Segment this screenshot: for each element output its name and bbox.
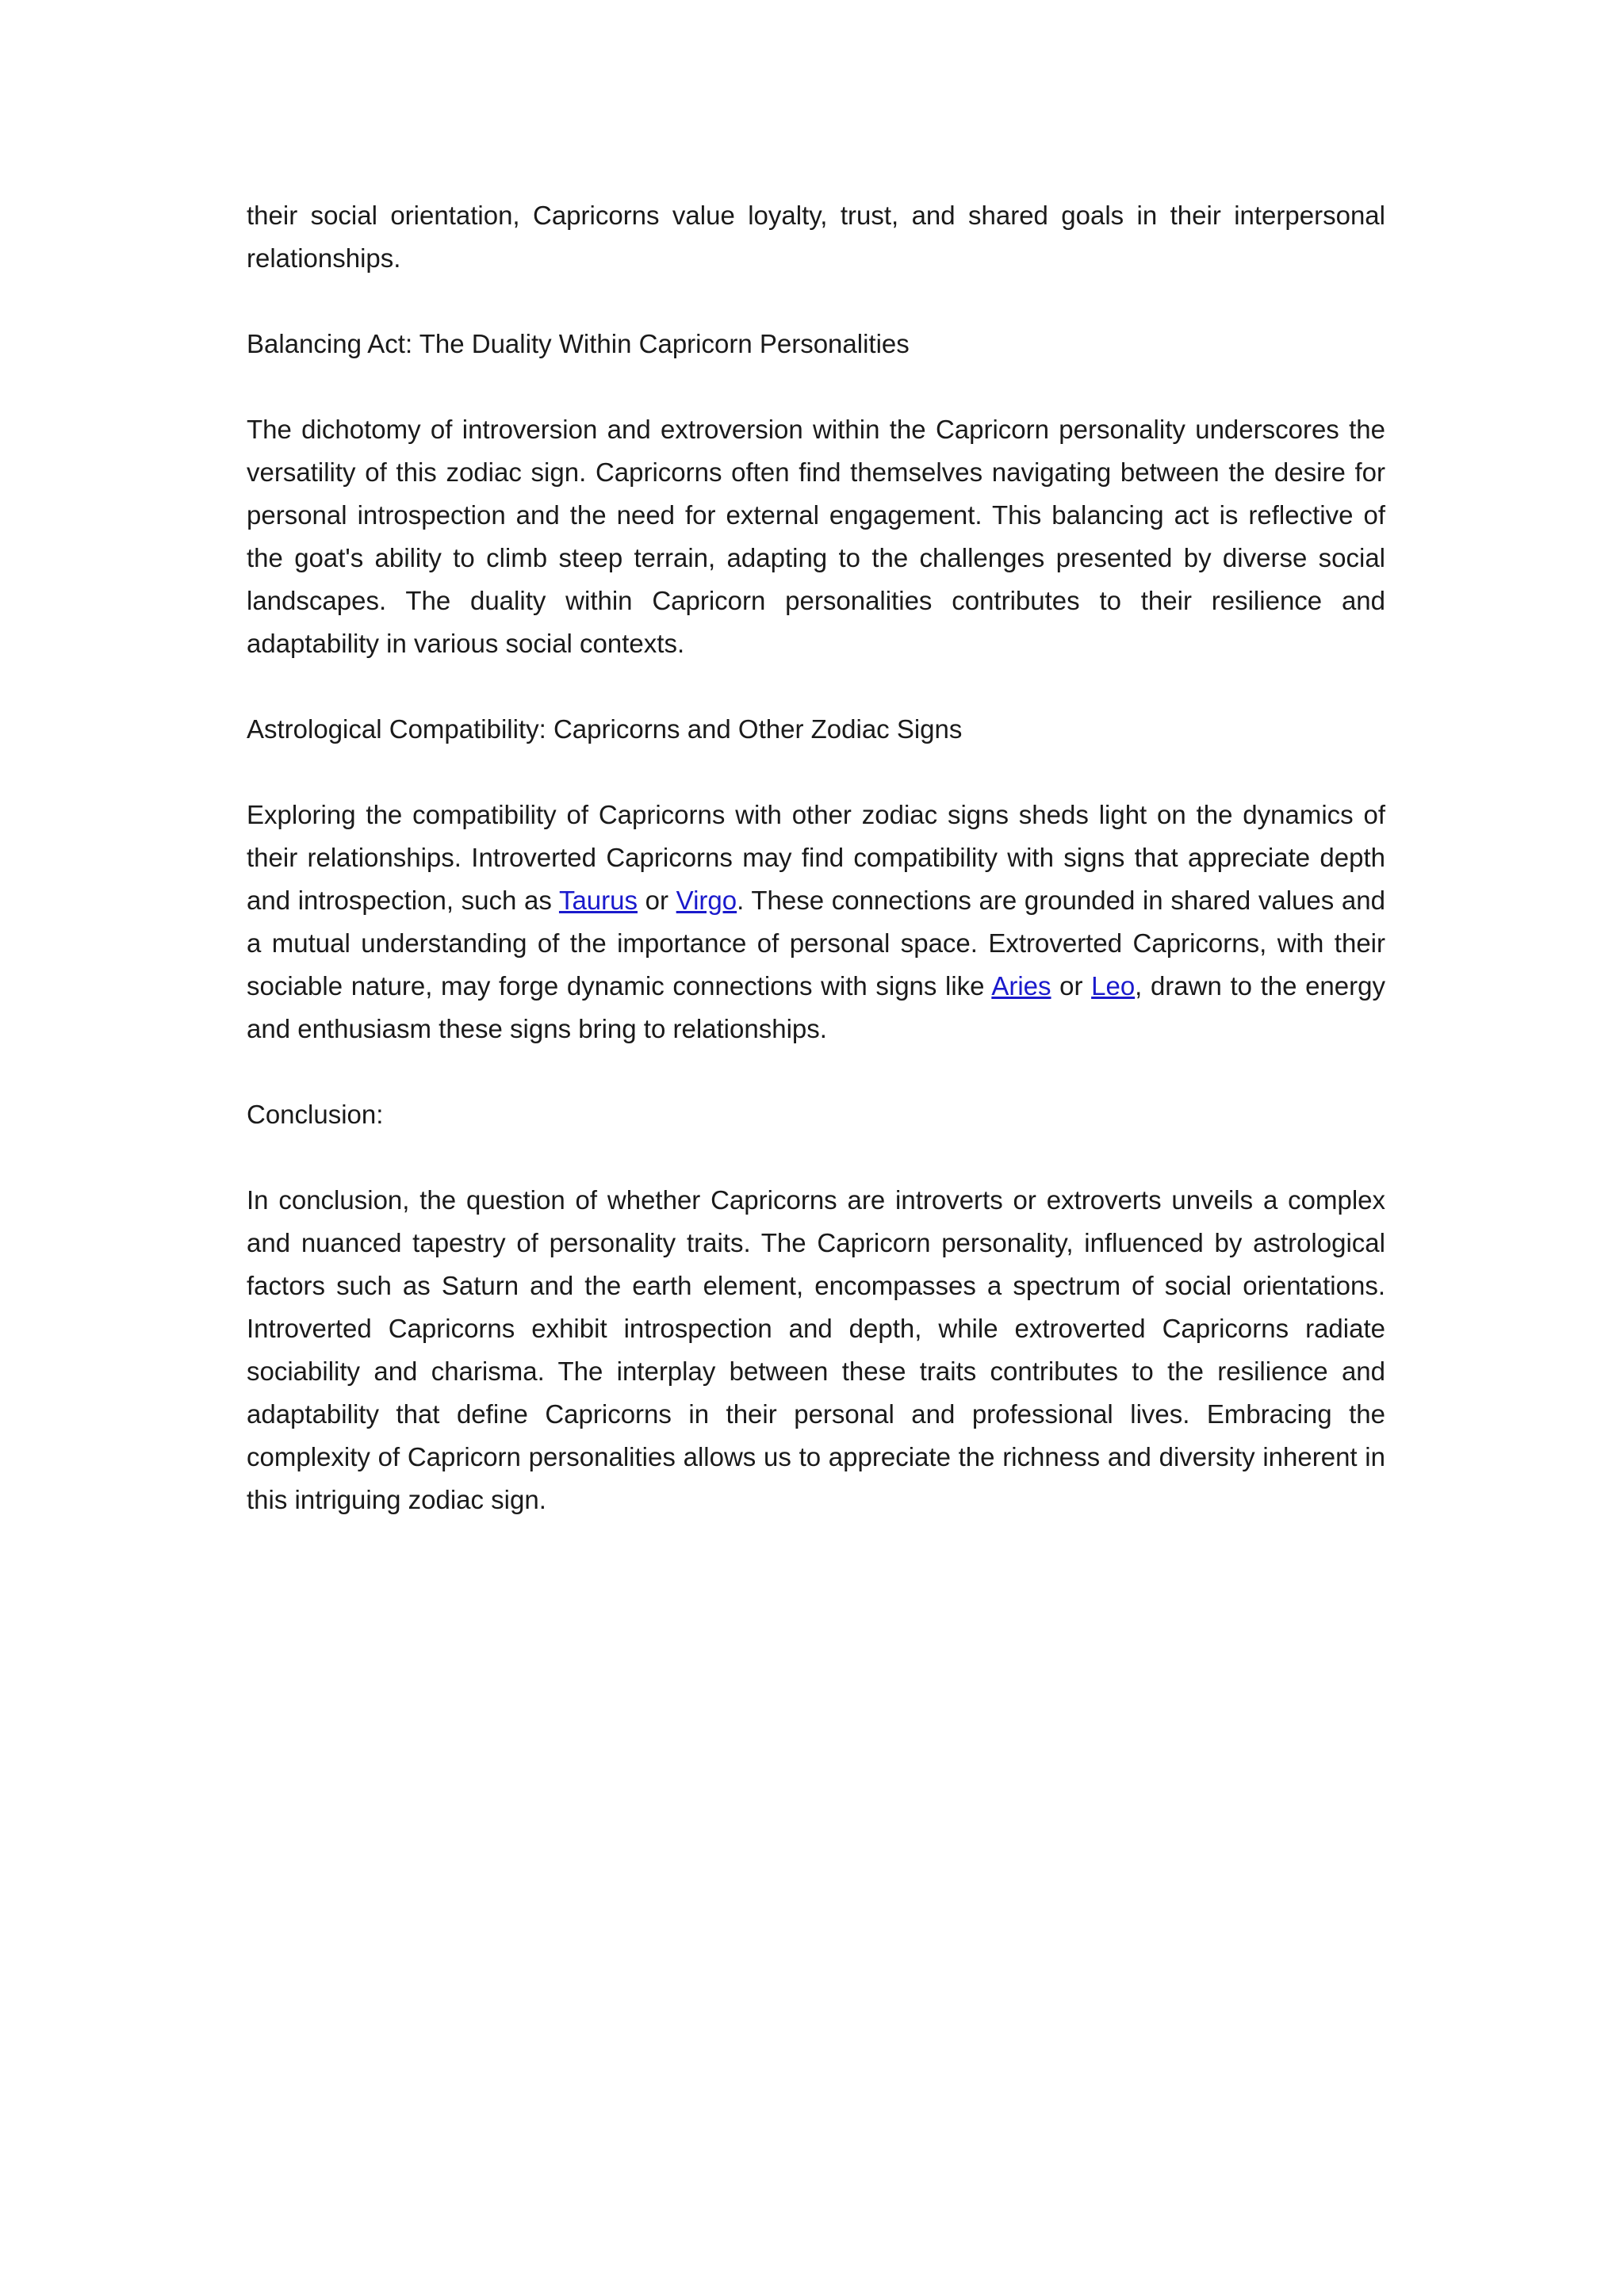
balancing-heading: Balancing Act: The Duality Within Capricorn Personalities <box>247 329 910 358</box>
compatibility-text: or <box>1051 971 1092 1001</box>
compatibility-text: , drawn to the energy and enthusiasm these signs bring to relationships. <box>247 971 1385 1043</box>
intro-paragraph: their social orientation, Capricorns value loyalty, trust, and shared goals in their interpersonal relationships. <box>247 201 1385 273</box>
compatibility-paragraph <box>247 794 1385 1050</box>
leo-link[interactable]: Leo <box>1091 971 1136 1001</box>
balancing-paragraph: The dichotomy of introversion and extroversion within the Capricorn personality underscores the versatility of this zodiac sign. Capricorns often find themselves navigating between the desire for personal introspection and the need for external engagement. This balancing act is reflective of the goat's ability to climb steep terrain, adapting to the challenges presented by diverse social landscapes. The duality within Capricorn personalities contributes to their resilience and adaptability in various social contexts. <box>247 415 1385 658</box>
conclusion-heading: Conclusion: <box>247 1100 384 1129</box>
compatibility-text: or <box>638 886 676 915</box>
document-body <box>247 194 1385 1564</box>
aries-link[interactable]: Aries <box>991 971 1051 1001</box>
compatibility-heading: Astrological Compatibility: Capricorns and Other Zodiac Signs <box>247 714 963 744</box>
compatibility-text: Exploring the compatibility of Capricorns with other zodiac signs sheds light on the dynamics of their relationships. Introverted Capricorns may find compatibility with signs that appreciate depth and introspection, such as <box>247 800 1385 915</box>
conclusion-paragraph: In conclusion, the question of whether Capricorns are introverts or extroverts unveils a complex and nuanced tapestry of personality traits. The Capricorn personality, influenced by astrological factors such as Saturn and the earth element, encompasses a spectrum of social orientations. Introverted Capricorns exhibit introspection and depth, while extroverted Capricorns radiate sociability and charisma. The interplay between these traits contributes to the resilience and adaptability that define Capricorns in their personal and professional lives. Embracing the complexity of Capricorn personalities allows us to appreciate the richness and diversity inherent in this intriguing zodiac sign. <box>247 1185 1385 1514</box>
compatibility-text: . These connections are grounded in shared values and a mutual understanding of the importance of personal space. Extroverted Capricorns, with their sociable nature, may forge dynamic connections with signs like <box>247 886 1385 1001</box>
taurus-link[interactable]: Taurus <box>558 886 638 915</box>
virgo-link[interactable]: Virgo <box>676 886 737 915</box>
